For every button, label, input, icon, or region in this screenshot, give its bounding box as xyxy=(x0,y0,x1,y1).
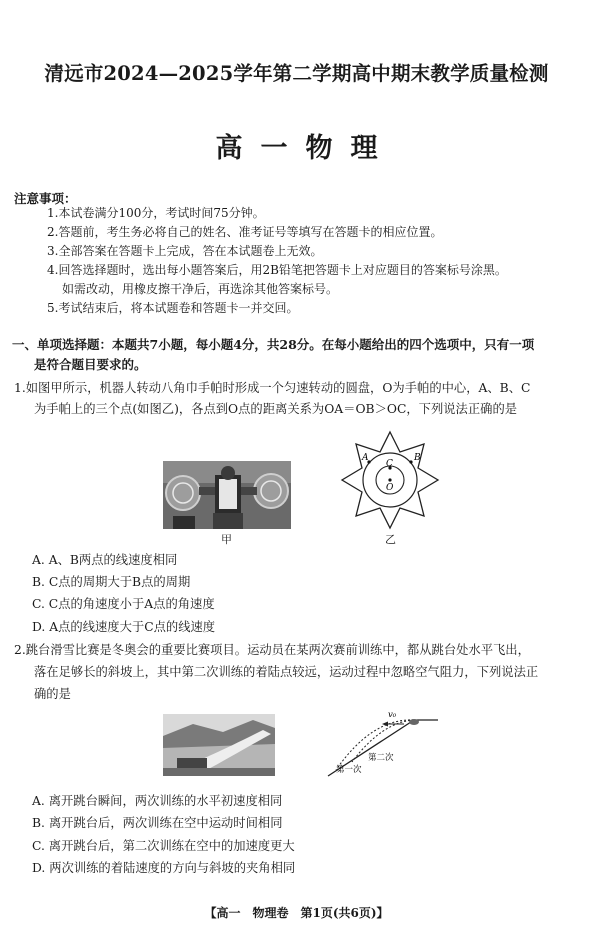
trajectory-diagram xyxy=(322,706,444,780)
handkerchief-star-diagram xyxy=(340,430,440,530)
notice-heading: 注意事项： xyxy=(14,191,77,206)
point-a-label: A xyxy=(362,453,369,463)
q2-figure-ski-jump-photo xyxy=(163,714,275,776)
q2-stem-line2: 落在足够长的斜坡上，其中第二次训练的着陆点较远，运动过程中忽略空气阻力，下列说法正 xyxy=(34,665,539,679)
exam-title: 清远市2024—2025学年第二学期高中期末教学质量检测 xyxy=(44,62,549,85)
q1-option-c: C. C点的角速度小于A点的角速度 xyxy=(32,597,215,611)
q1-stem-line2: 为手帕上的三个点(如图乙)，各点到O点的距离关系为OA＝OB＞OC，下列说法正确的是 xyxy=(34,402,518,416)
q1-stem-line1: 1.如图甲所示，机器人转动八角巾手帕时形成一个匀速转动的圆盘，O为手帕的中心，A、B、C xyxy=(14,381,531,395)
q2-option-c: C. 离开跳台后，第二次训练在空中的加速度更大 xyxy=(32,839,295,853)
robot-photo-image xyxy=(163,461,291,529)
q2-stem-line3: 确的是 xyxy=(34,687,71,701)
first-attempt-label: 第一次 xyxy=(336,765,362,775)
page-footer: 【高一 物理卷 第1页(共6页)】 xyxy=(204,906,389,920)
notice-item-5: 5.考试结束后，将本试题卷和答题卡一并交回。 xyxy=(47,301,299,315)
subject-title: 高一物理 xyxy=(215,133,396,164)
q1-fig-left-caption: 甲 xyxy=(221,533,232,546)
q2-option-b: B. 离开跳台后，两次训练在空中运动时间相同 xyxy=(32,816,283,830)
q2-option-d: D. 两次训练的着陆速度的方向与斜坡的夹角相同 xyxy=(32,861,296,875)
notice-item-1: 1.本试卷满分100分，考试时间75分钟。 xyxy=(47,206,265,220)
q2-option-a: A. 离开跳台瞬间，两次训练的水平初速度相同 xyxy=(32,794,283,808)
q1-option-d: D. A点的线速度大于C点的线速度 xyxy=(32,620,216,634)
second-attempt-label: 第二次 xyxy=(368,753,394,763)
q1-option-a: A. A、B两点的线速度相同 xyxy=(32,553,178,567)
q1-fig-right-caption: 乙 xyxy=(385,533,396,546)
point-o-label: O xyxy=(386,483,394,493)
notice-item-4: 4.回答选择题时，选出每小题答案后，用2B铅笔把答题卡上对应题目的答案标号涂黑。 xyxy=(47,263,507,277)
q2-stem-line1: 2.跳台滑雪比赛是冬奥会的重要比赛项目。运动员在某两次赛前训练中，都从跳台处水平飞出， xyxy=(14,643,530,657)
section1-heading-line1: 一、单项选择题：本题共7小题，每小题4分，共28分。在每小题给出的四个选项中，只有一项 xyxy=(12,337,535,352)
notice-item-3: 3.全部答案在答题卡上完成，答在本试题卷上无效。 xyxy=(47,244,323,258)
q1-figure-robot-photo xyxy=(163,461,291,529)
q2-figure-trajectory-diagram xyxy=(322,706,444,780)
v0-label: v₀ xyxy=(388,710,397,720)
q1-option-b: B. C点的周期大于B点的周期 xyxy=(32,575,191,589)
q1-figure-handkerchief-diagram xyxy=(340,430,440,530)
section1-heading-line2: 是符合题目要求的。 xyxy=(34,357,147,372)
notice-item-2: 2.答题前，考生务必将自己的姓名、准考证号等填写在答题卡的相应位置。 xyxy=(47,225,443,239)
notice-item-4-cont: 如需改动，用橡皮擦干净后，再选涂其他答案标号。 xyxy=(62,282,339,296)
point-b-label: B xyxy=(414,453,421,463)
ski-jump-photo-image xyxy=(163,714,275,776)
point-c-label: C xyxy=(386,459,393,469)
